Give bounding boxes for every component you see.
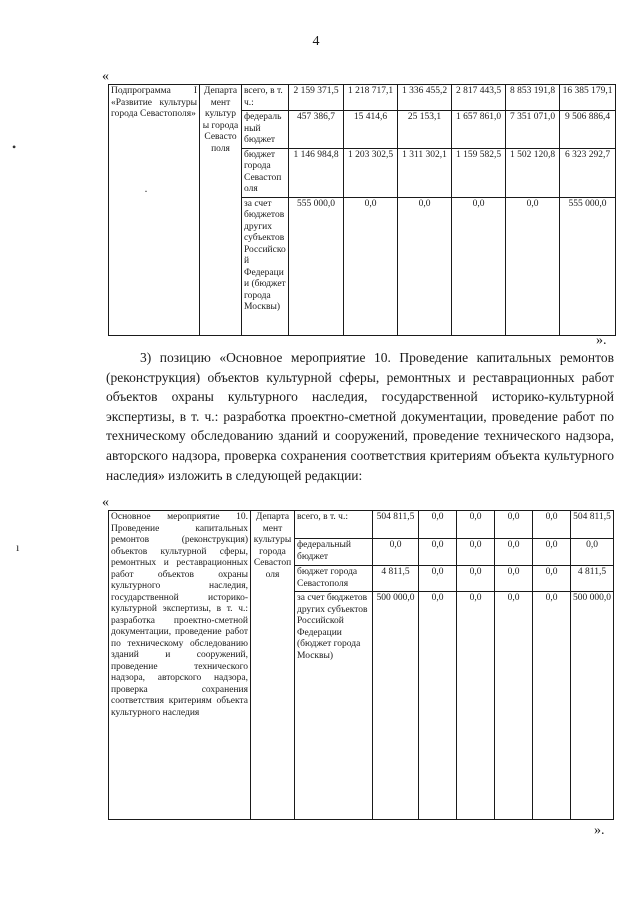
value-cell: 1 657 861,0 <box>452 111 506 149</box>
value-cell: 504 811,5 <box>373 511 419 539</box>
value-cell: 500 000,0 <box>373 592 419 820</box>
source-label: за счет бюджетов других субъектов Российской Федерации (бюджет города Москвы) <box>242 197 289 335</box>
value-cell: 500 000,0 <box>571 592 614 820</box>
value-cell: 1 203 302,5 <box>344 148 398 197</box>
value-cell: 0,0 <box>571 539 614 566</box>
value-cell: 0,0 <box>398 197 452 335</box>
source-label: федеральный бюджет <box>295 539 373 566</box>
value-cell: 0,0 <box>533 539 571 566</box>
value-cell: 1 502 120,8 <box>506 148 560 197</box>
value-cell: 0,0 <box>495 511 533 539</box>
value-cell: 0,0 <box>533 511 571 539</box>
executor-cell: Департамент культуры города Севастополя <box>251 511 295 820</box>
value-cell: 0,0 <box>506 197 560 335</box>
source-label: федеральный бюджет <box>242 111 289 149</box>
value-cell: 4 811,5 <box>571 566 614 592</box>
value-cell: 0,0 <box>457 511 495 539</box>
value-cell: 555 000,0 <box>560 197 616 335</box>
value-cell: 0,0 <box>495 539 533 566</box>
source-label: бюджет города Севастополя <box>295 566 373 592</box>
program-name-cell: Подпрограмма I «Развитие культуры города Севастополя» <box>109 85 200 336</box>
value-cell: 1 218 717,1 <box>344 85 398 111</box>
value-cell: 0,0 <box>457 539 495 566</box>
value-cell: 0,0 <box>452 197 506 335</box>
value-cell: 0,0 <box>419 511 457 539</box>
funding-table-measure-10 <box>108 510 614 820</box>
scan-speck: • <box>12 140 17 154</box>
source-label: всего, в т. ч.: <box>295 511 373 539</box>
value-cell: 1 159 582,5 <box>452 148 506 197</box>
value-cell: 6 323 292,7 <box>560 148 616 197</box>
quote-open: « <box>102 495 109 510</box>
source-label: всего, в т. ч.: <box>242 85 289 111</box>
value-cell: 0,0 <box>457 592 495 820</box>
source-label: бюджет города Севастополя <box>242 148 289 197</box>
scan-speck: ı <box>16 540 20 554</box>
value-cell: 0,0 <box>495 592 533 820</box>
value-cell: 555 000,0 <box>289 197 344 335</box>
value-cell: 0,0 <box>419 566 457 592</box>
value-cell: 9 506 886,4 <box>560 111 616 149</box>
amendment-paragraph: 3) позицию «Основное мероприятие 10. Проведение капитальных ремонтов (реконструкция) объектов культурной сферы, ремонтных и реставрационных работ объектов охраны культурного наследия, государственной историко-культурной экспертизы, в т. ч.: разработка проектно-сметной документации, проведение работ по техническому обследованию зданий и сооружений, проведение технического надзора, авторского надзора, проверка сохранения соответствия критериям объекта культурного наследия» изложить в следующей редакции: <box>106 350 614 483</box>
quote-open: « <box>102 69 109 84</box>
value-cell: 8 853 191,8 <box>506 85 560 111</box>
value-cell: 0,0 <box>419 592 457 820</box>
value-cell: 1 311 302,1 <box>398 148 452 197</box>
funding-table-subprogram-1 <box>108 84 616 336</box>
scan-speck: · <box>144 184 148 198</box>
measure-name-cell: Основное мероприятие 10. Проведение капитальных ремонтов (реконструкция) объектов культурной сферы, ремонтных и реставрационных работ объектов охраны культурного наследия, государственной историко-культурной экспертизы, в т. ч.: разработка проектно-сметной документации, проведение работ по техническому обследованию зданий и сооружений, проведение технического надзора, авторского надзора, проверка сохранения соответствия критериям объекта культурного наследия <box>109 511 251 820</box>
value-cell: 2 159 371,5 <box>289 85 344 111</box>
value-cell: 0,0 <box>533 592 571 820</box>
value-cell: 0,0 <box>457 566 495 592</box>
value-cell: 2 817 443,5 <box>452 85 506 111</box>
value-cell: 1 146 984,8 <box>289 148 344 197</box>
value-cell: 0,0 <box>344 197 398 335</box>
quote-close: ». <box>594 823 605 838</box>
value-cell: 457 386,7 <box>289 111 344 149</box>
value-cell: 504 811,5 <box>571 511 614 539</box>
value-cell: 7 351 071,0 <box>506 111 560 149</box>
quote-close: ». <box>596 333 607 348</box>
value-cell: 25 153,1 <box>398 111 452 149</box>
value-cell: 0,0 <box>419 539 457 566</box>
value-cell: 16 385 179,1 <box>560 85 616 111</box>
value-cell: 0,0 <box>373 539 419 566</box>
value-cell: 15 414,6 <box>344 111 398 149</box>
page-number: 4 <box>312 34 320 49</box>
value-cell: 4 811,5 <box>373 566 419 592</box>
value-cell: 0,0 <box>495 566 533 592</box>
source-label: за счет бюджетов других субъектов Российской Федерации (бюджет города Москвы) <box>295 592 373 820</box>
executor-cell: Департамент культуры города Севастополя <box>200 85 242 336</box>
value-cell: 1 336 455,2 <box>398 85 452 111</box>
value-cell: 0,0 <box>533 566 571 592</box>
